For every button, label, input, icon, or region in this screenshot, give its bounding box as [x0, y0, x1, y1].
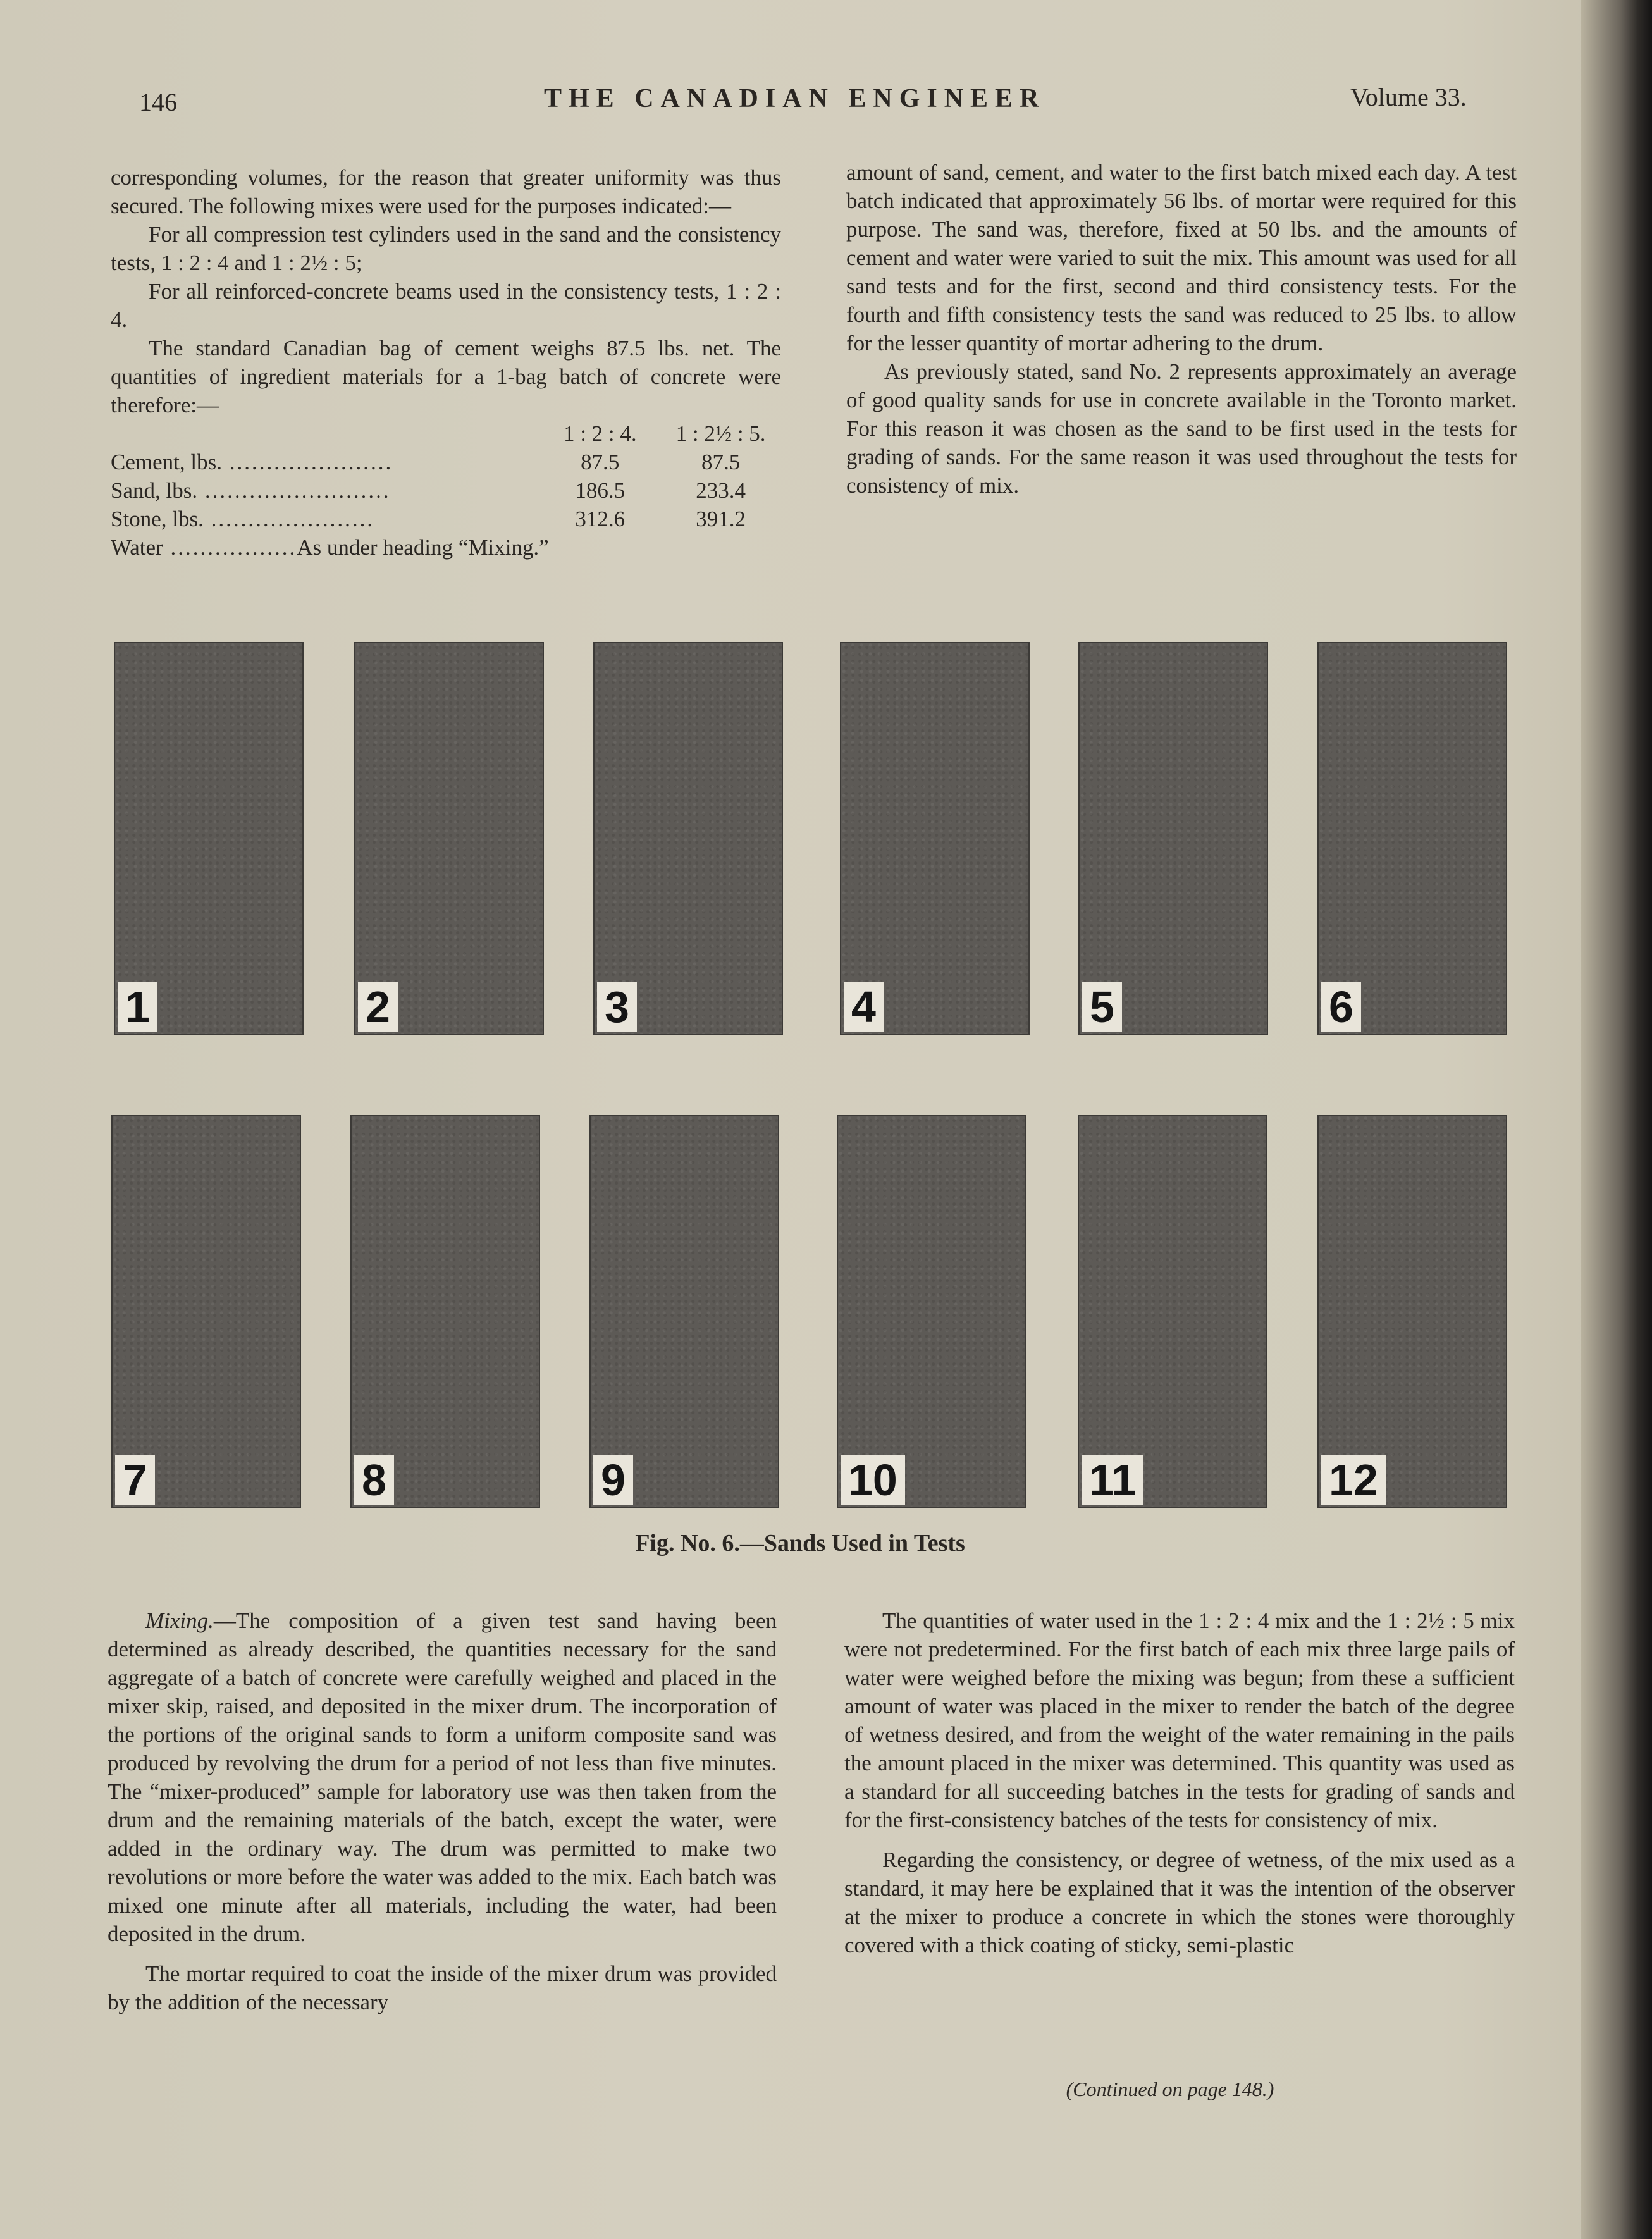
top-left-column — [111, 163, 781, 562]
figure-caption: Fig. No. 6.—Sands Used in Tests — [635, 1530, 965, 1557]
sand-sample-panel — [350, 1115, 540, 1508]
continuation-note: (Continued on page 148.) — [1066, 2078, 1274, 2100]
sand-sample-panel — [840, 642, 1030, 1035]
sand-sample-panel — [1078, 642, 1268, 1035]
paragraph: Regarding the consistency, or degree of wetness, of the mix used as a standard, it may here be explained that it was the intention of the observer at the mixer to produce a concrete in which the stones were thoroughly covered with a thick coating of sticky, semi-plastic — [844, 1847, 1515, 1958]
volume-label: Volume 33. — [1350, 83, 1467, 111]
paragraph: The standard Canadian bag of cement weighs 87.5 lbs. net. The quantities of ingredient materials for a 1-bag batch of concrete were therefore:— — [111, 336, 781, 417]
sample-number: 5 — [1082, 982, 1122, 1032]
page-number: 146 — [139, 88, 177, 116]
sample-number: 3 — [597, 982, 637, 1032]
column-header: 1 : 2½ : 5. — [675, 421, 766, 446]
bottom-right-column — [844, 1607, 1515, 1959]
cell-value: 87.5 — [701, 450, 741, 474]
sand-sample-panel — [1317, 642, 1507, 1035]
row-label: Water — [111, 535, 163, 560]
table-row: Sand, lbs. ......................... 186.5 233.4 — [111, 476, 781, 505]
cell-value: As under heading “Mixing.” — [297, 535, 549, 560]
row-label: Sand, lbs. — [111, 478, 198, 503]
sand-sample-panel — [111, 1115, 301, 1508]
row-label: Cement, lbs. — [111, 450, 222, 474]
sample-number: 10 — [841, 1455, 905, 1505]
sample-number: 2 — [358, 982, 398, 1032]
cell-value: 391.2 — [696, 507, 746, 531]
sample-number: 1 — [118, 982, 157, 1032]
row-label: Stone, lbs. — [111, 507, 204, 531]
paragraph: —The composition of a given test sand having been determined as already described, the quantities necessary for the sand aggregate of a batch of concrete were carefully weighed and placed in the mixer skip, raised, and deposited in the mixer drum. The incorporation of the portions of the original sands to form a uniform composite sand was produced by revolving the drum for a period of not less than five minutes. The “mixer-produced” sample for laboratory use was then taken from the drum and the remaining materials of the batch, except the water, were added in the ordinary way. The drum was permitted to make two revolutions or more before the water was added to the mix. Each batch was mixed one minute after all materials, including the water, had been deposited in the drum. — [108, 1608, 777, 1946]
top-right-column — [846, 158, 1517, 500]
paragraph: corresponding volumes, for the reason that greater uniformity was thus secured. The following mixes were used for the purposes indicated:— — [111, 165, 781, 218]
column-header: 1 : 2 : 4. — [563, 421, 637, 446]
sample-number: 12 — [1321, 1455, 1386, 1505]
sand-sample-panel — [354, 642, 544, 1035]
table-row: Cement, lbs. ...................... 87.5 87.5 — [111, 448, 781, 476]
sample-number: 8 — [354, 1455, 394, 1505]
book-spine-edge — [1581, 0, 1652, 2239]
sample-number: 9 — [593, 1455, 633, 1505]
cell-value: 233.4 — [696, 478, 746, 503]
table-row: Stone, lbs. ...................... 312.6 391.2 — [111, 505, 781, 533]
cell-value: 87.5 — [581, 450, 620, 474]
sample-number: 4 — [844, 982, 884, 1032]
running-header — [0, 81, 1600, 119]
cell-value: 312.6 — [575, 507, 626, 531]
table-header-row — [111, 419, 781, 448]
sand-sample-panel — [837, 1115, 1026, 1508]
paragraph: For all reinforced-concrete beams used in the consistency tests, 1 : 2 : 4. — [111, 279, 781, 332]
paragraph: The quantities of water used in the 1 : 2 : 4 mix and the 1 : 2½ : 5 mix were not predetermined. For the first batch of each mix three large pails of water were weighed before the mixing was begun; from these a sufficient amount of water was placed in the mixer to render the batch of the degree of wetness desired, and from the weight of the water remaining in the pails the amount placed in the mixer was determined. This quantity was used as a standard for all succeeding batches in the tests for grading of sands and for the first-consistency batches of the tests for consistency of mix. — [844, 1608, 1515, 1832]
sample-number: 6 — [1321, 982, 1361, 1032]
sample-number: 7 — [115, 1455, 155, 1505]
sand-sample-panel — [1078, 1115, 1267, 1508]
section-heading: Mixing. — [145, 1608, 214, 1633]
journal-title: THE CANADIAN ENGINEER — [544, 84, 1046, 113]
sand-sample-panel — [1317, 1115, 1507, 1508]
sand-sample-panel — [114, 642, 304, 1035]
paragraph: amount of sand, cement, and water to the first batch mixed each day. A test batch indicated that approximately 56 lbs. of mortar were required for this purpose. The sand was, therefore, fixed at 50 lbs. and the amounts of cement and water were varied to suit the mix. This amount was used for all sand tests and for the first, second and third consistency tests. For the fourth and fifth consistency tests the sand was reduced to 25 lbs. to allow for the lesser quantity of mortar adhering to the drum. — [846, 160, 1517, 355]
bottom-left-column — [108, 1607, 777, 2016]
paragraph: The mortar required to coat the inside of the mixer drum was provided by the addition of the necessary — [108, 1961, 777, 2014]
sand-sample-panel — [593, 642, 783, 1035]
cell-value: 186.5 — [575, 478, 626, 503]
batch-quantities-table — [111, 419, 781, 562]
paragraph: For all compression test cylinders used in the sand and the consistency tests, 1 : 2 : 4 and 1 : 2½ : 5; — [111, 222, 781, 275]
sample-number: 11 — [1082, 1455, 1143, 1505]
table-row: Water .................As under heading “Mixing.” — [111, 535, 549, 560]
paragraph: As previously stated, sand No. 2 represents approximately an average of good quality sands for use in concrete available in the Toronto market. For this reason it was chosen as the sand to be first used in the tests for grading of sands. For the same reason it was used throughout the tests for consistency of mix. — [846, 359, 1517, 498]
sand-sample-panel — [589, 1115, 779, 1508]
